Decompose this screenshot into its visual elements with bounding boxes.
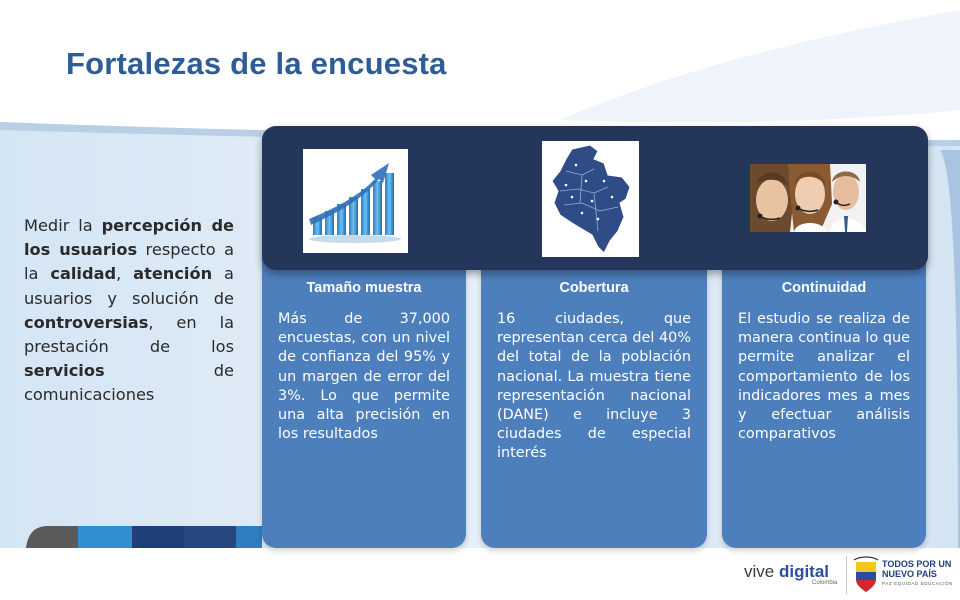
vive-digital-logo: vive digital [744,562,830,581]
logo-divider [846,556,847,594]
todos-por-un-nuevo-pais-logo: TODOS POR UN NUEVO PAÍS PAZ EQUIDAD EDUCACIÓN [882,559,954,586]
colombia-coat-of-arms-icon [852,556,880,594]
slide-title: Fortalezas de la encuesta [66,46,447,81]
card-body: El estudio se realiza de manera continua lo que permite analizar el comportamiento de los indicadores mes a mes y efectuar análisis comparativos [738,311,910,443]
colombia-map-image [542,141,639,257]
bottom-color-strip [0,524,262,548]
vive-digital-colombia-label: Colombia [812,580,838,586]
call-center-agents-image [750,164,866,232]
card-title: Continuidad [781,280,867,296]
card-title: Cobertura [559,280,629,296]
card-title: Tamaño muestra [306,280,422,296]
card-body: 16 ciudades, que representan cerca del 40% del total de la población nacional. La muestra tiene representación nacional (DANE) e incluye 3 ciudades de especial interés [497,311,691,462]
growth-bar-chart-image [303,149,408,253]
card-body: Más de 37,000 encuestas, con un nivel de confianza del 95% y un margen de error del 3%. Lo que permite una alta precisión en los resultados [278,311,450,443]
intro-paragraph: Medir la percepción de los usuarios respecto a la calidad, atención a usuarios y solución de controversias, en la prestación de los servicios de comunicaciones [24,216,235,405]
